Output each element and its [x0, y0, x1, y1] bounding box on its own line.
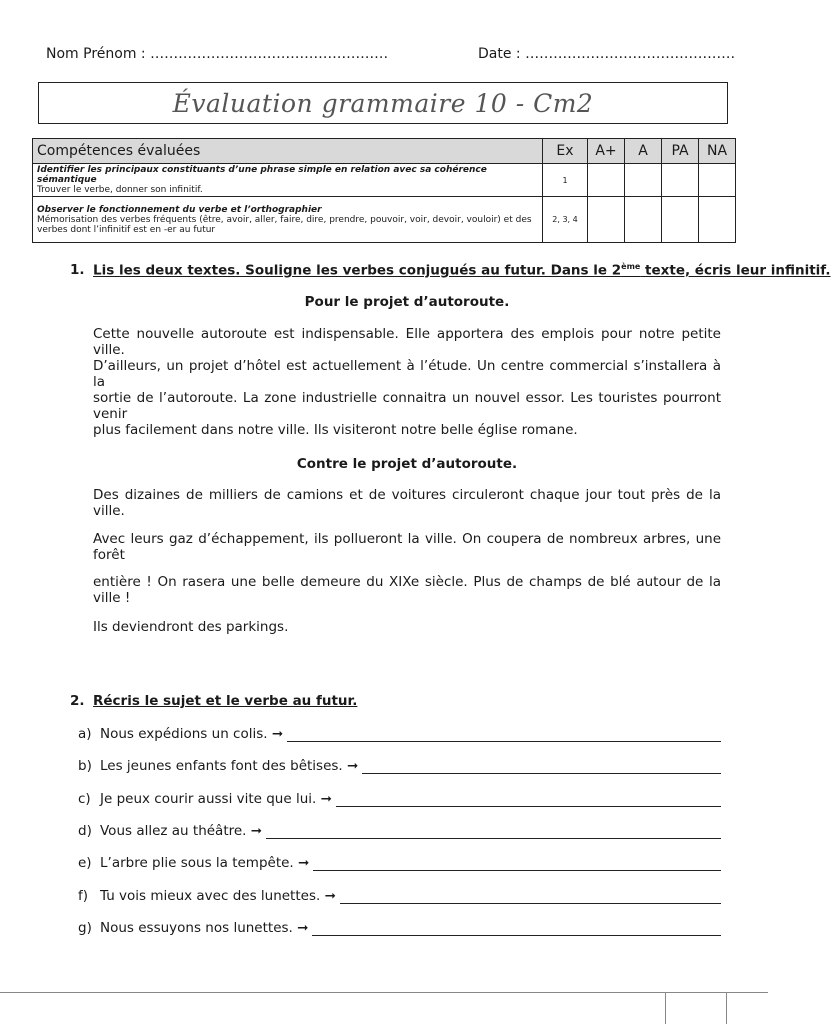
- answer-line[interactable]: [336, 794, 721, 807]
- instruction-part-a: Lis les deux textes. Souligne les verbes conjugués au futur. Dans le 2: [93, 262, 622, 279]
- answer-line[interactable]: [340, 891, 721, 904]
- table-row: [33, 197, 736, 243]
- header-a-plus: A+: [588, 139, 625, 164]
- item-text: L’arbre plie sous la tempête. ➞: [100, 855, 310, 871]
- grade-cell[interactable]: [625, 197, 662, 243]
- heading-pour: Pour le projet d’autoroute.: [304, 294, 510, 310]
- answer-line[interactable]: [313, 858, 721, 871]
- page-bottom-rule: [0, 992, 665, 993]
- exercise-item: [78, 821, 721, 839]
- item-label: g): [78, 920, 92, 936]
- question-1-instruction: [93, 262, 831, 279]
- page-title: Évaluation grammaire 10 - Cm2: [172, 88, 594, 118]
- competences-table: [32, 138, 736, 243]
- grade-cell[interactable]: [588, 164, 625, 197]
- text-line: Ils deviendront des parkings.: [93, 619, 289, 635]
- text-line: sortie de l’autoroute. La zone industrielle connaitra un nouvel essor. Les touristes pourront venir: [93, 390, 721, 422]
- text-contre: [93, 487, 721, 639]
- item-label: b): [78, 758, 92, 774]
- heading-contre: Contre le projet d’autoroute.: [296, 456, 518, 472]
- text-line: Cette nouvelle autoroute est indispensable. Elle apportera des emplois pour notre petite ville.: [93, 326, 721, 358]
- question-2-instruction: Récris le sujet et le verbe au futur.: [93, 693, 358, 709]
- header-pa: PA: [662, 139, 699, 164]
- item-label: c): [78, 791, 91, 807]
- question-2-number: 2.: [70, 693, 85, 709]
- exercise-item: [78, 886, 721, 904]
- table-header-row: [33, 139, 736, 164]
- name-field-label: Nom Prénom : ……………………………………………: [46, 46, 389, 62]
- item-text: Nous expédions un colis. ➞: [100, 726, 284, 742]
- header-na: NA: [699, 139, 736, 164]
- grade-cell[interactable]: [625, 164, 662, 197]
- exercise-item: [78, 789, 721, 807]
- page-bottom-rule: [727, 992, 768, 993]
- competence-cell: [33, 197, 543, 243]
- item-text: Les jeunes enfants font des bêtises. ➞: [100, 758, 359, 774]
- competence-title: Identifier les principaux constituants d’une phrase simple en relation avec sa cohérence sémantique: [37, 165, 487, 185]
- text-line: Des dizaines de milliers de camions et de voitures circuleront chaque jour tout près de la ville.: [93, 487, 721, 519]
- date-field-label: Date : ………………………………………: [478, 46, 736, 62]
- grade-cell[interactable]: [699, 197, 736, 243]
- item-label: a): [78, 726, 92, 742]
- exercise-item: [78, 756, 721, 774]
- grade-cell[interactable]: [662, 197, 699, 243]
- answer-line[interactable]: [312, 923, 721, 936]
- instruction-part-b: texte, écris leur infinitif.: [640, 262, 831, 279]
- item-label: e): [78, 855, 92, 871]
- item-text: Vous allez au théâtre. ➞: [100, 823, 263, 839]
- page-corner-box: [665, 992, 727, 1024]
- header-a: A: [625, 139, 662, 164]
- answer-line[interactable]: [287, 729, 721, 742]
- header-ex: Ex: [543, 139, 588, 164]
- item-text: Tu vois mieux avec des lunettes. ➞: [100, 888, 336, 904]
- competence-detail: Trouver le verbe, donner son infinitif.: [37, 185, 203, 195]
- text-line: plus facilement dans notre ville. Ils visiteront notre belle église romane.: [93, 422, 578, 438]
- answer-line[interactable]: [362, 761, 721, 774]
- text-line: entière ! On rasera une belle demeure du XIXe siècle. Plus de champs de blé autour de la ville !: [93, 574, 721, 606]
- header-competences: Compétences évaluées: [33, 139, 543, 164]
- item-text: Nous essuyons nos lunettes. ➞: [100, 920, 309, 936]
- item-label: f): [78, 888, 89, 904]
- exercise-number: 1: [543, 164, 588, 197]
- instruction-superscript: ème: [621, 262, 641, 271]
- grade-cell[interactable]: [662, 164, 699, 197]
- text-pour: [93, 326, 721, 454]
- competence-cell: [33, 164, 543, 197]
- exercise-number: 2, 3, 4: [543, 197, 588, 243]
- question-1-number: 1.: [70, 262, 85, 278]
- item-label: d): [78, 823, 92, 839]
- grade-cell[interactable]: [699, 164, 736, 197]
- title-box: [38, 82, 728, 124]
- text-line: D’ailleurs, un projet d’hôtel est actuellement à l’étude. Un centre commercial s’installera à la: [93, 358, 721, 390]
- table-row: [33, 164, 736, 197]
- exercise-item: [78, 853, 721, 871]
- item-text: Je peux courir aussi vite que lui. ➞: [100, 791, 332, 807]
- exercise-item: [78, 724, 721, 742]
- exercise-item: [78, 918, 721, 936]
- text-line: Avec leurs gaz d’échappement, ils pollueront la ville. On coupera de nombreux arbres, une forêt: [93, 531, 721, 563]
- answer-line[interactable]: [266, 826, 721, 839]
- competence-title: Observer le fonctionnement du verbe et l’orthographier: [37, 204, 322, 215]
- grade-cell[interactable]: [588, 197, 625, 243]
- competence-detail: Mémorisation des verbes fréquents (être, avoir, aller, faire, dire, prendre, pouvoir, voir, devoir, vouloir) et des verbes dont l’infinitif est en -er au futur: [37, 214, 532, 235]
